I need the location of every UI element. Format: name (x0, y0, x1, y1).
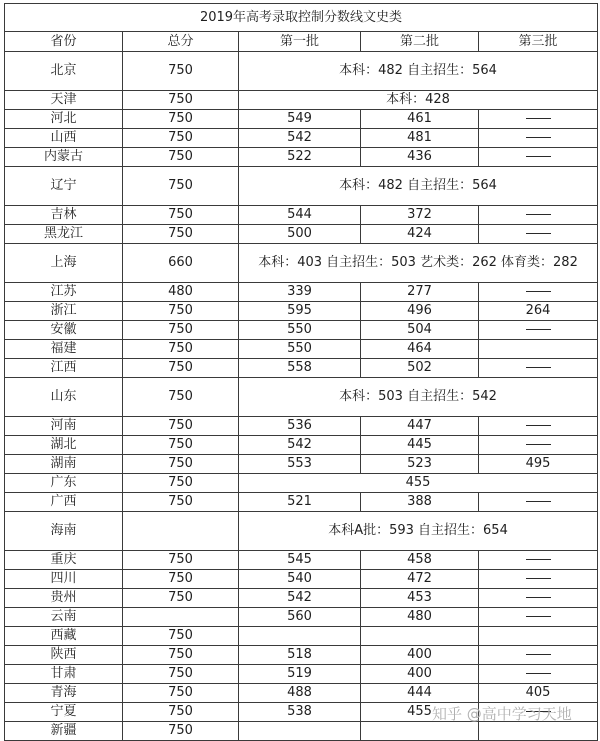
batch3-cell (479, 608, 598, 627)
batch1-cell: 560 (239, 608, 361, 627)
table-row (5, 283, 598, 302)
dash-mark (526, 673, 551, 674)
table-title: 2019年高考录取控制分数线文史类 (5, 4, 598, 32)
merged-score-cell: 455 (239, 474, 598, 493)
table-row (5, 148, 598, 167)
total-cell: 750 (123, 703, 239, 722)
batch1-cell: 550 (239, 340, 361, 359)
merged-score-cell: 本科：482 自主招生：564 (239, 167, 598, 206)
province-cell: 重庆 (5, 551, 123, 570)
province-cell: 上海 (5, 244, 123, 283)
total-cell: 750 (123, 148, 239, 167)
total-cell (123, 608, 239, 627)
batch3-cell (479, 627, 598, 646)
total-cell: 750 (123, 436, 239, 455)
header-batch2: 第二批 (361, 32, 479, 52)
dash-mark (526, 291, 551, 292)
batch3-cell (479, 110, 598, 129)
total-cell: 750 (123, 321, 239, 340)
province-cell: 辽宁 (5, 167, 123, 206)
table-row (5, 608, 598, 627)
province-cell: 山东 (5, 378, 123, 417)
batch2-cell (361, 627, 479, 646)
table-row (5, 417, 598, 436)
total-cell (123, 512, 239, 551)
batch3-cell (479, 359, 598, 378)
province-cell: 广西 (5, 493, 123, 512)
batch1-cell: 542 (239, 436, 361, 455)
batch3-cell (479, 703, 598, 722)
province-cell: 天津 (5, 91, 123, 110)
total-cell: 750 (123, 474, 239, 493)
province-cell: 江西 (5, 359, 123, 378)
province-cell: 陕西 (5, 646, 123, 665)
table-row (5, 340, 598, 359)
batch3-cell: 264 (479, 302, 598, 321)
batch2-cell: 502 (361, 359, 479, 378)
batch3-cell (479, 206, 598, 225)
batch3-cell (479, 551, 598, 570)
batch1-cell: 550 (239, 321, 361, 340)
header-total: 总分 (123, 32, 239, 52)
batch2-cell: 445 (361, 436, 479, 455)
batch2-cell: 480 (361, 608, 479, 627)
table-row (5, 206, 598, 225)
batch3-cell (479, 321, 598, 340)
dash-mark (526, 711, 551, 712)
table-body (5, 52, 598, 741)
batch2-cell: 400 (361, 665, 479, 684)
table-row (5, 167, 598, 206)
total-cell: 750 (123, 627, 239, 646)
total-cell: 750 (123, 589, 239, 608)
batch3-cell (479, 129, 598, 148)
total-cell: 750 (123, 91, 239, 110)
table-row (5, 474, 598, 493)
total-cell: 750 (123, 646, 239, 665)
table-row (5, 52, 598, 91)
table-row (5, 589, 598, 608)
batch2-cell (361, 722, 479, 741)
batch2-cell: 523 (361, 455, 479, 474)
total-cell: 750 (123, 225, 239, 244)
total-cell: 480 (123, 283, 239, 302)
merged-score-cell: 本科：482 自主招生：564 (239, 52, 598, 91)
province-cell: 宁夏 (5, 703, 123, 722)
province-cell: 广东 (5, 474, 123, 493)
province-cell: 云南 (5, 608, 123, 627)
batch3-cell (479, 589, 598, 608)
total-cell: 750 (123, 340, 239, 359)
score-table (4, 3, 598, 741)
dash-mark (526, 616, 551, 617)
batch1-cell: 488 (239, 684, 361, 703)
province-cell: 湖北 (5, 436, 123, 455)
province-cell: 西藏 (5, 627, 123, 646)
batch1-cell: 538 (239, 703, 361, 722)
batch2-cell: 444 (361, 684, 479, 703)
batch1-cell: 339 (239, 283, 361, 302)
header-province: 省份 (5, 32, 123, 52)
batch3-cell: 405 (479, 684, 598, 703)
batch2-cell: 388 (361, 493, 479, 512)
batch3-cell (479, 646, 598, 665)
merged-score-cell: 本科A批：593 自主招生：654 (239, 512, 598, 551)
province-cell: 河北 (5, 110, 123, 129)
total-cell: 750 (123, 570, 239, 589)
batch1-cell: 522 (239, 148, 361, 167)
province-cell: 山西 (5, 129, 123, 148)
table-row (5, 646, 598, 665)
batch2-cell: 464 (361, 340, 479, 359)
batch3-cell (479, 493, 598, 512)
batch3-cell (479, 570, 598, 589)
dash-mark (526, 654, 551, 655)
table-row (5, 129, 598, 148)
batch3-cell (479, 417, 598, 436)
province-cell: 贵州 (5, 589, 123, 608)
table-row (5, 91, 598, 110)
total-cell: 750 (123, 378, 239, 417)
batch1-cell: 500 (239, 225, 361, 244)
score-table-sheet (4, 3, 597, 741)
province-cell: 内蒙古 (5, 148, 123, 167)
dash-mark (526, 214, 551, 215)
table-row (5, 627, 598, 646)
province-cell: 河南 (5, 417, 123, 436)
total-cell: 750 (123, 110, 239, 129)
total-cell: 750 (123, 359, 239, 378)
table-row (5, 455, 598, 474)
batch2-cell: 458 (361, 551, 479, 570)
merged-score-cell: 本科：428 (239, 91, 598, 110)
total-cell: 750 (123, 493, 239, 512)
batch3-cell (479, 722, 598, 741)
batch3-cell (479, 340, 598, 359)
total-cell: 750 (123, 551, 239, 570)
table-row (5, 551, 598, 570)
batch1-cell: 536 (239, 417, 361, 436)
batch3-cell: 495 (479, 455, 598, 474)
header-batch1: 第一批 (239, 32, 361, 52)
province-cell: 安徽 (5, 321, 123, 340)
table-row (5, 359, 598, 378)
table-row (5, 378, 598, 417)
batch2-cell: 461 (361, 110, 479, 129)
batch1-cell: 545 (239, 551, 361, 570)
batch2-cell: 447 (361, 417, 479, 436)
batch1-cell: 542 (239, 589, 361, 608)
total-cell: 750 (123, 417, 239, 436)
total-cell: 750 (123, 665, 239, 684)
batch2-cell: 504 (361, 321, 479, 340)
province-cell: 江苏 (5, 283, 123, 302)
total-cell: 750 (123, 129, 239, 148)
total-cell: 750 (123, 302, 239, 321)
dash-mark (526, 559, 551, 560)
dash-mark (526, 367, 551, 368)
dash-mark (526, 597, 551, 598)
batch2-cell: 453 (361, 589, 479, 608)
total-cell: 750 (123, 455, 239, 474)
batch3-cell (479, 225, 598, 244)
table-row (5, 570, 598, 589)
merged-score-cell: 本科：403 自主招生：503 艺术类：262 体育类：282 (239, 244, 598, 283)
table-row (5, 244, 598, 283)
dash-mark (526, 137, 551, 138)
total-cell: 660 (123, 244, 239, 283)
batch1-cell (239, 627, 361, 646)
table-row (5, 722, 598, 741)
total-cell: 750 (123, 52, 239, 91)
batch2-cell: 372 (361, 206, 479, 225)
province-cell: 北京 (5, 52, 123, 91)
table-row (5, 436, 598, 455)
header-row (5, 32, 598, 52)
dash-mark (526, 329, 551, 330)
batch1-cell: 595 (239, 302, 361, 321)
province-cell: 浙江 (5, 302, 123, 321)
province-cell: 吉林 (5, 206, 123, 225)
table-row (5, 684, 598, 703)
batch2-cell: 436 (361, 148, 479, 167)
batch1-cell: 540 (239, 570, 361, 589)
batch3-cell (479, 436, 598, 455)
batch3-cell (479, 665, 598, 684)
batch2-cell: 472 (361, 570, 479, 589)
dash-mark (526, 444, 551, 445)
batch2-cell: 455 (361, 703, 479, 722)
dash-mark (526, 233, 551, 234)
batch1-cell: 558 (239, 359, 361, 378)
province-cell: 甘肃 (5, 665, 123, 684)
batch1-cell: 542 (239, 129, 361, 148)
table-row (5, 665, 598, 684)
dash-mark (526, 578, 551, 579)
header-batch3: 第三批 (479, 32, 598, 52)
table-row (5, 321, 598, 340)
batch1-cell (239, 722, 361, 741)
table-row (5, 512, 598, 551)
batch1-cell: 518 (239, 646, 361, 665)
province-cell: 青海 (5, 684, 123, 703)
province-cell: 湖南 (5, 455, 123, 474)
table-row (5, 703, 598, 722)
batch2-cell: 496 (361, 302, 479, 321)
batch3-cell (479, 148, 598, 167)
total-cell: 750 (123, 684, 239, 703)
batch2-cell: 400 (361, 646, 479, 665)
merged-score-cell: 本科：503 自主招生：542 (239, 378, 598, 417)
batch3-cell (479, 283, 598, 302)
province-cell: 福建 (5, 340, 123, 359)
batch1-cell: 521 (239, 493, 361, 512)
batch1-cell: 549 (239, 110, 361, 129)
dash-mark (526, 156, 551, 157)
dash-mark (526, 118, 551, 119)
table-row (5, 493, 598, 512)
batch1-cell: 519 (239, 665, 361, 684)
batch2-cell: 481 (361, 129, 479, 148)
total-cell: 750 (123, 167, 239, 206)
batch2-cell: 424 (361, 225, 479, 244)
dash-mark (526, 425, 551, 426)
batch2-cell: 277 (361, 283, 479, 302)
table-row (5, 302, 598, 321)
table-row (5, 225, 598, 244)
province-cell: 海南 (5, 512, 123, 551)
province-cell: 黑龙江 (5, 225, 123, 244)
dash-mark (526, 501, 551, 502)
province-cell: 四川 (5, 570, 123, 589)
total-cell: 750 (123, 206, 239, 225)
total-cell: 750 (123, 722, 239, 741)
table-row (5, 110, 598, 129)
province-cell: 新疆 (5, 722, 123, 741)
batch1-cell: 544 (239, 206, 361, 225)
watermark: 知乎 @高中学习天地 (432, 705, 572, 723)
batch1-cell: 553 (239, 455, 361, 474)
